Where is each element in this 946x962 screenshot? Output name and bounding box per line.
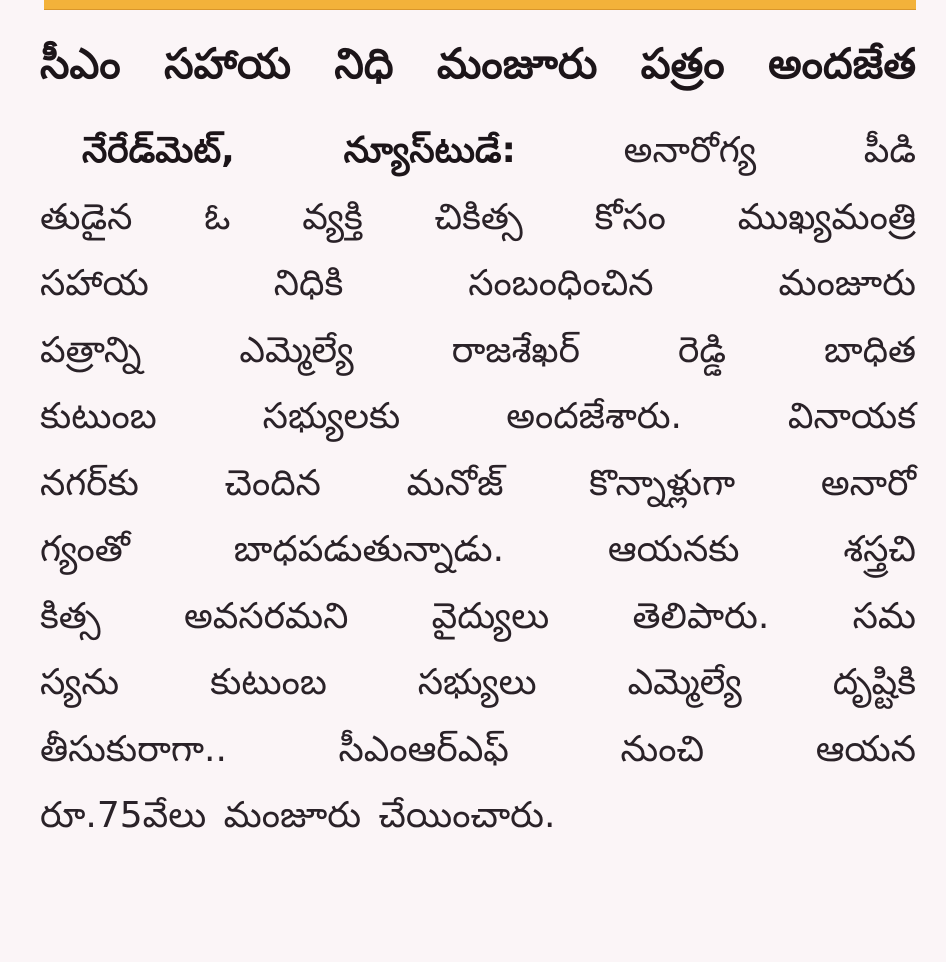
body-line: స్యను కుటుంబ సభ్యులు ఎమ్మెల్యే దృష్టికి [40,662,916,703]
body-line: రూ.75వేలు మంజూరు చేయించారు. [40,795,556,836]
body-line: నగర్‌కు చెందిన మనోజ్ కొన్నాళ్లుగా అనారో [40,462,916,504]
news-article [40,28,916,850]
article-body [40,118,916,850]
body-line-text: అనారోగ్య పీడి [623,130,917,171]
body-line: తీసుకురాగా.. సీఎంఆర్‌ఎఫ్ నుంచి ఆయన [40,728,916,770]
body-line: తుడైన ఓ వ్యక్తి చికిత్స కోసం ముఖ్యమంత్రి [40,196,916,238]
body-line: కిత్స అవసరమని వైద్యులు తెలిపారు. సమ [40,595,916,637]
body-line: కుటుంబ సభ్యులకు అందజేశారు. వినాయక [40,396,916,437]
article-headline: సీఎం సహాయ నిధి మంజూరు పత్రం అందజేత [40,39,916,88]
body-line: పత్రాన్ని ఎమ్మెల్యే రాజశేఖర్ రెడ్డి బాధిత [40,329,916,371]
article-dateline: నేరేడ్‌మెట్, న్యూస్‌టుడే: [82,130,516,171]
body-line: గ్యంతో బాధపడుతున్నాడు. ఆయనకు శస్త్రచి [40,529,916,570]
body-line: సహాయ నిధికి సంబంధించిన మంజూరు [40,263,916,304]
header-strip [0,0,946,14]
body-line [40,118,916,185]
header-color-bar [44,0,916,10]
